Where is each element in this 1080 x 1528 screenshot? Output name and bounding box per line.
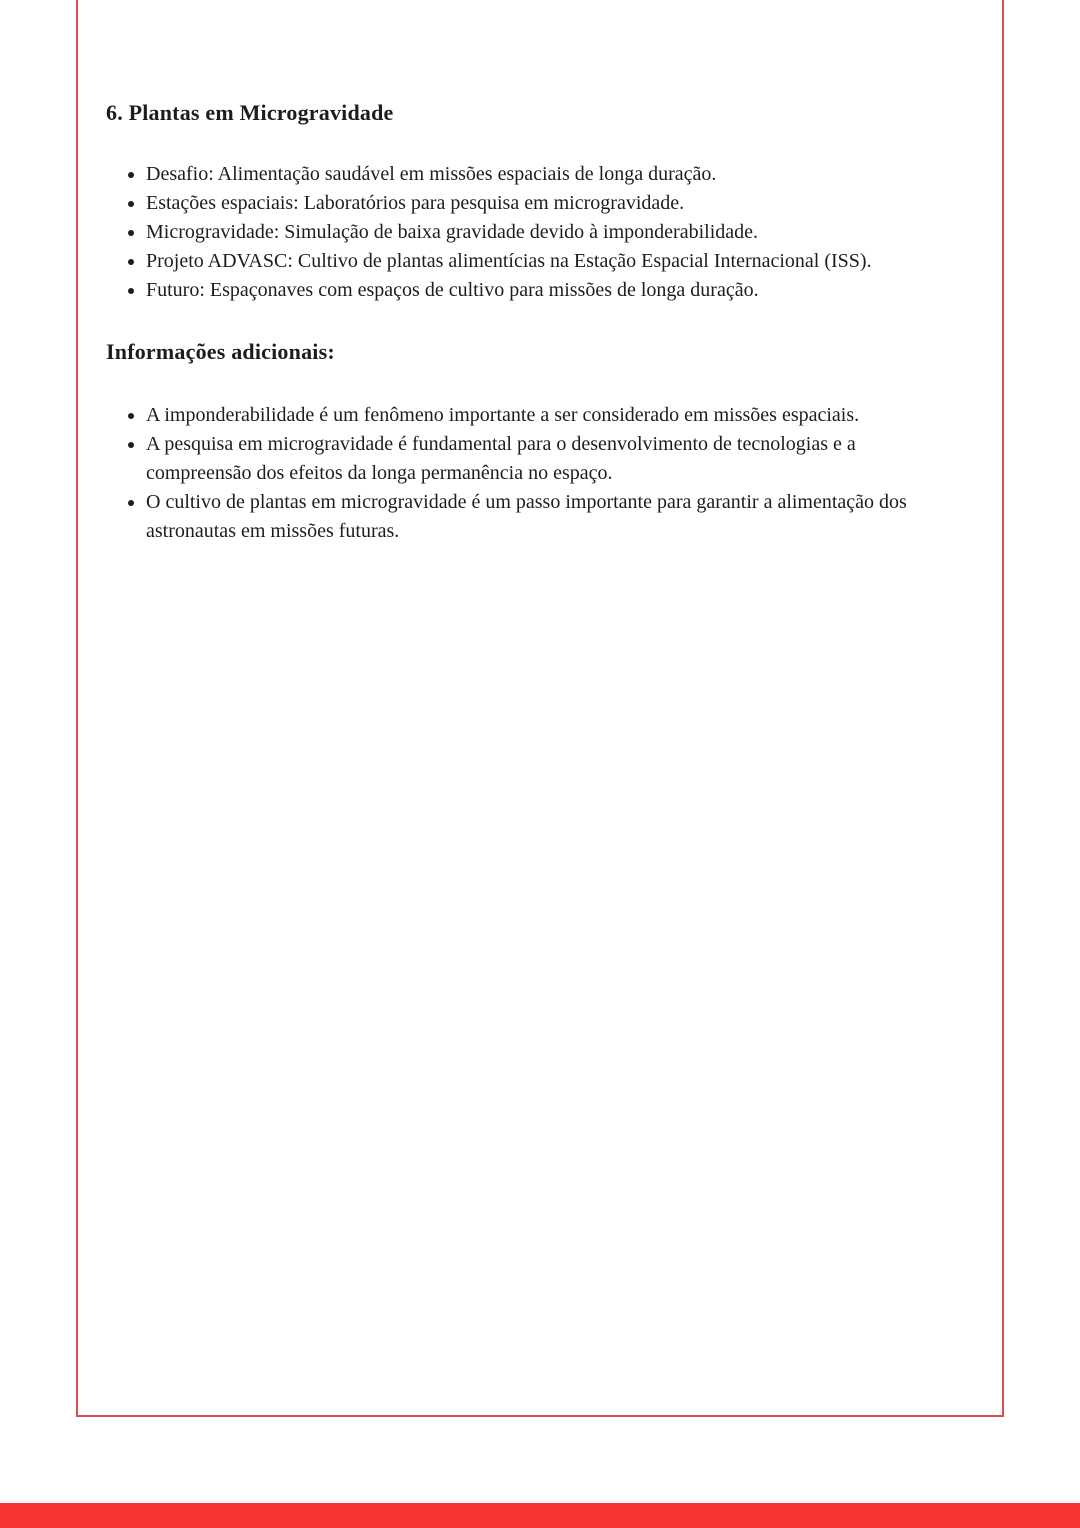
additional-bullet-list xyxy=(106,401,938,546)
page-content xyxy=(78,0,1002,546)
section-bullet-list xyxy=(106,160,938,305)
page-frame xyxy=(76,0,1004,1417)
list-item: • Projeto ADVASC: Cultivo de plantas alimentícias na Estação Espacial Internacional (ISS). xyxy=(146,247,938,276)
list-item: • A imponderabilidade é um fenômeno importante a ser considerado em missões espaciais. xyxy=(146,401,938,430)
list-item: • Estações espaciais: Laboratórios para pesquisa em microgravidade. xyxy=(146,189,938,218)
list-item: • A pesquisa em microgravidade é fundamental para o desenvolvimento de tecnologias e a compreensão dos efeitos da longa permanência no espaço. xyxy=(146,430,938,488)
section-heading: 6. Plantas em Microgravidade xyxy=(106,100,394,125)
list-item: • Desafio: Alimentação saudável em missões espaciais de longa duração. xyxy=(146,160,938,189)
footer-accent-bar xyxy=(0,1503,1080,1528)
subsection-heading: Informações adicionais: xyxy=(106,339,335,364)
list-item: • Microgravidade: Simulação de baixa gravidade devido à imponderabilidade. xyxy=(146,218,938,247)
list-item: • O cultivo de plantas em microgravidade é um passo importante para garantir a alimentação dos astronautas em missões futuras. xyxy=(146,488,938,546)
list-item: • Futuro: Espaçonaves com espaços de cultivo para missões de longa duração. xyxy=(146,276,938,305)
